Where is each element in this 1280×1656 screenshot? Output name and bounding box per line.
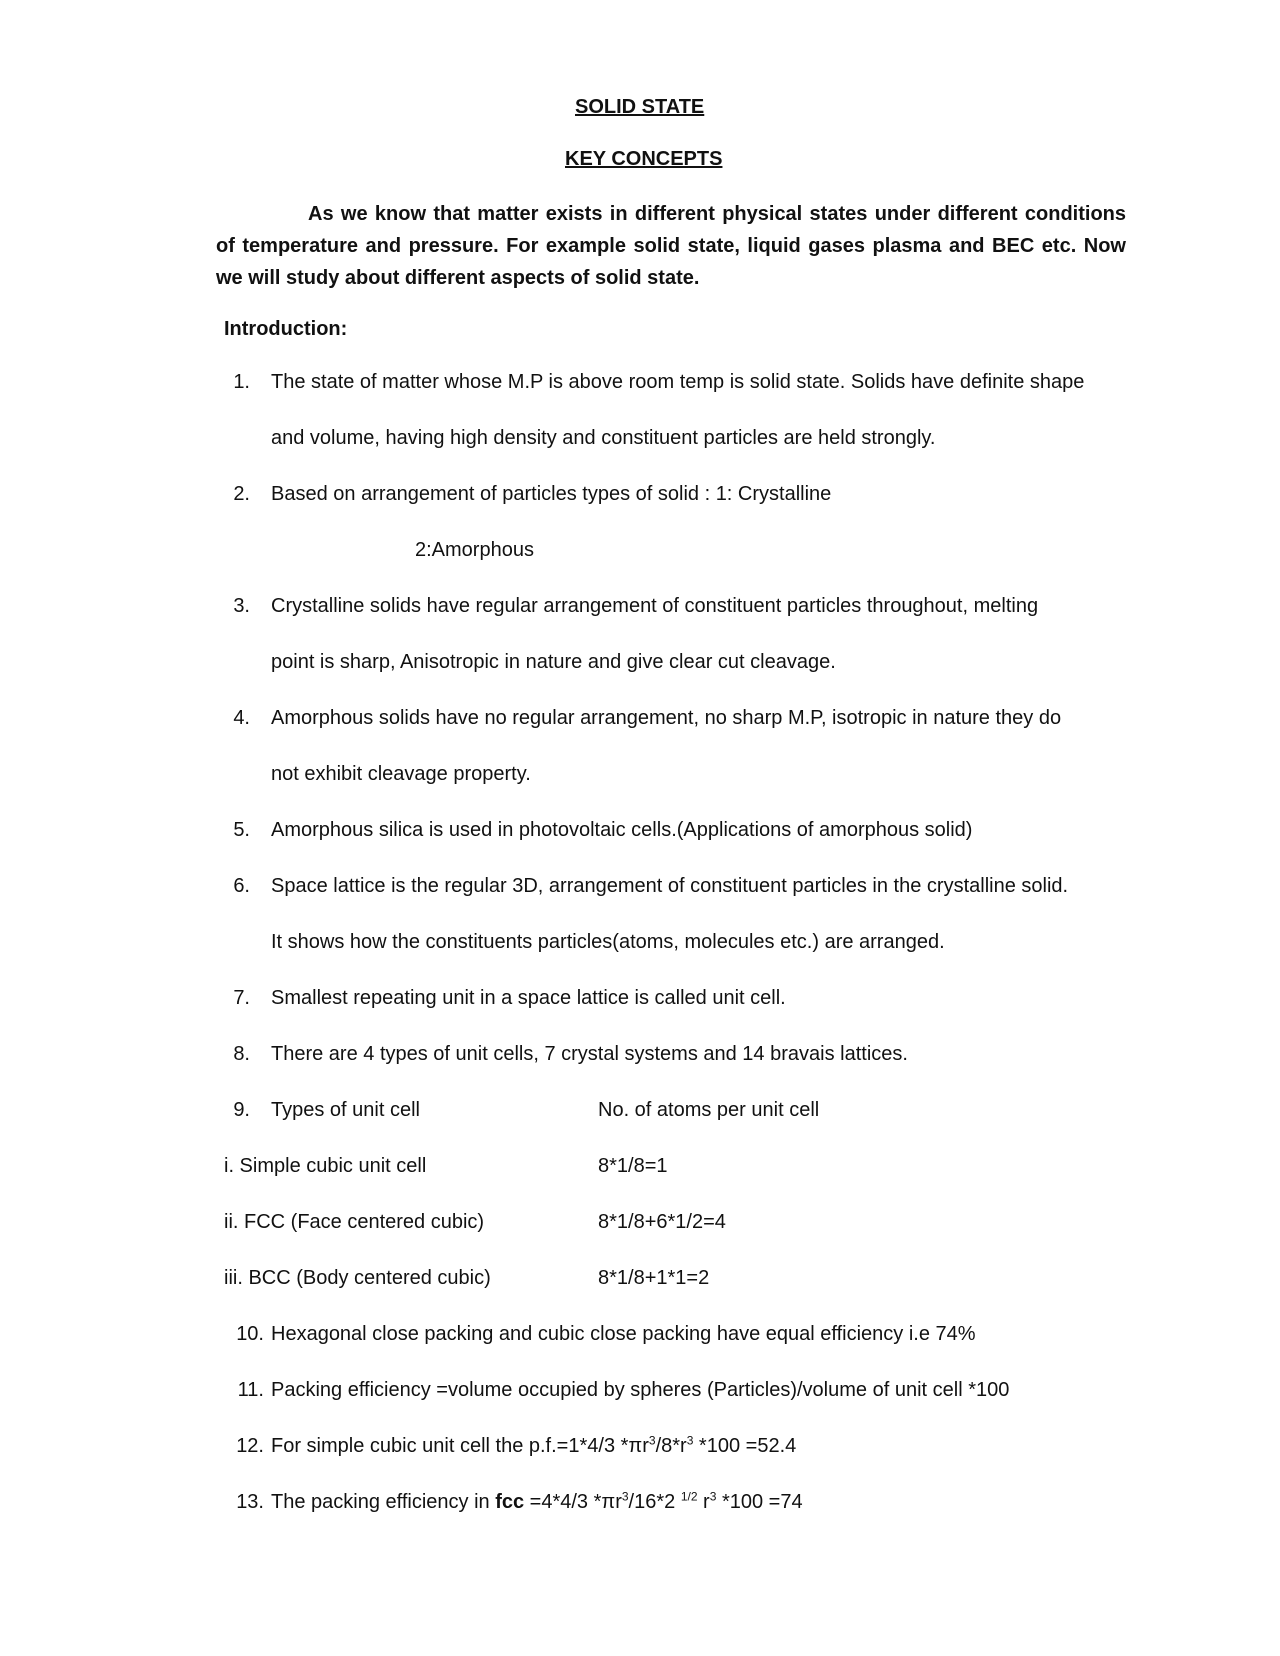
page-subtitle: KEY CONCEPTS <box>565 148 723 170</box>
item-number: 3. <box>233 595 250 617</box>
formula-part: /16*2 <box>628 1491 681 1513</box>
item-text-cont: 2:Amorphous <box>415 539 534 561</box>
item-text: Crystalline solids have regular arrangement of constituent particles throughout, melting <box>271 595 1039 617</box>
item-number: 2. <box>233 483 250 505</box>
item-number: 13. <box>236 1491 264 1513</box>
unit-cell-atoms: 8*1/8+1*1=2 <box>598 1267 710 1289</box>
item-number: 5. <box>233 819 250 841</box>
item-number: 9. <box>233 1099 250 1121</box>
item-text-cont: It shows how the constituents particles(atoms, molecules etc.) are arranged. <box>271 931 945 953</box>
unit-cell-type: ii. FCC (Face centered cubic) <box>224 1211 485 1233</box>
item-text: Amorphous solids have no regular arrangement, no sharp M.P, isotropic in nature they do <box>271 707 1062 729</box>
item-number: 12. <box>236 1435 264 1457</box>
item-number: 6. <box>233 875 250 897</box>
superscript: 3 <box>621 1489 629 1504</box>
item-text: Space lattice is the regular 3D, arrangement of constituent particles in the crystalline solid. <box>271 875 1069 897</box>
superscript: 1/2 <box>680 1489 698 1504</box>
item-number: 4. <box>233 707 250 729</box>
item-text-cont: not exhibit cleavage property. <box>271 763 531 785</box>
table-header-atoms: No. of atoms per unit cell <box>598 1099 820 1121</box>
item-text: Amorphous silica is used in photovoltaic cells.(Applications of amorphous solid) <box>271 819 973 841</box>
formula-part: *100 =74 <box>716 1491 803 1513</box>
unit-cell-type: iii. BCC (Body centered cubic) <box>224 1267 491 1289</box>
item-number: 11. <box>237 1379 264 1401</box>
item-text-cont: point is sharp, Anisotropic in nature and give clear cut cleavage. <box>271 651 836 673</box>
item-text: Based on arrangement of particles types of solid : 1: Crystalline <box>271 483 832 505</box>
formula-part: r <box>697 1491 710 1513</box>
item-text-cont: and volume, having high density and constituent particles are held strongly. <box>271 427 936 449</box>
item-number: 8. <box>233 1043 250 1065</box>
formula-part: The packing efficiency in <box>271 1491 496 1513</box>
formula-part: *100 =52.4 <box>693 1435 797 1457</box>
item-number: 7. <box>233 987 250 1009</box>
unit-cell-atoms: 8*1/8+6*1/2=4 <box>598 1211 726 1233</box>
formula-bold-term: fcc <box>495 1491 525 1513</box>
formula-part: =4*4/3 *πr <box>524 1491 622 1513</box>
item-formula <box>271 1435 796 1458</box>
unit-cell-type: i. Simple cubic unit cell <box>224 1155 427 1177</box>
item-text: The state of matter whose M.P is above room temp is solid state. Solids have definite shape <box>271 371 1085 393</box>
item-text: Hexagonal close packing and cubic close packing have equal efficiency i.e 74% <box>271 1323 976 1345</box>
superscript: 3 <box>648 1433 656 1448</box>
superscript: 3 <box>709 1489 717 1504</box>
item-formula <box>271 1491 803 1514</box>
formula-part: /8*r <box>655 1435 687 1457</box>
intro-paragraph <box>216 198 1126 294</box>
page-title: SOLID STATE <box>575 96 705 118</box>
item-text: There are 4 types of unit cells, 7 crystal systems and 14 bravais lattices. <box>271 1043 908 1065</box>
superscript: 3 <box>686 1433 694 1448</box>
unit-cell-atoms: 8*1/8=1 <box>598 1155 668 1177</box>
table-header-type: Types of unit cell <box>271 1099 420 1121</box>
formula-part: For simple cubic unit cell the p.f.=1*4/3 *πr <box>271 1435 649 1457</box>
intro-text: As we know that matter exists in different physical states under different conditions of temperature and pressure. For example solid state, liquid gases plasma and BEC etc. Now we will study about different aspects of solid state. <box>216 203 1126 289</box>
item-text: Smallest repeating unit in a space lattice is called unit cell. <box>271 987 786 1009</box>
item-number: 10. <box>236 1323 264 1345</box>
item-number: 1. <box>233 371 250 393</box>
section-heading: Introduction: <box>224 318 348 340</box>
item-text: Packing efficiency =volume occupied by spheres (Particles)/volume of unit cell *100 <box>271 1379 1010 1401</box>
